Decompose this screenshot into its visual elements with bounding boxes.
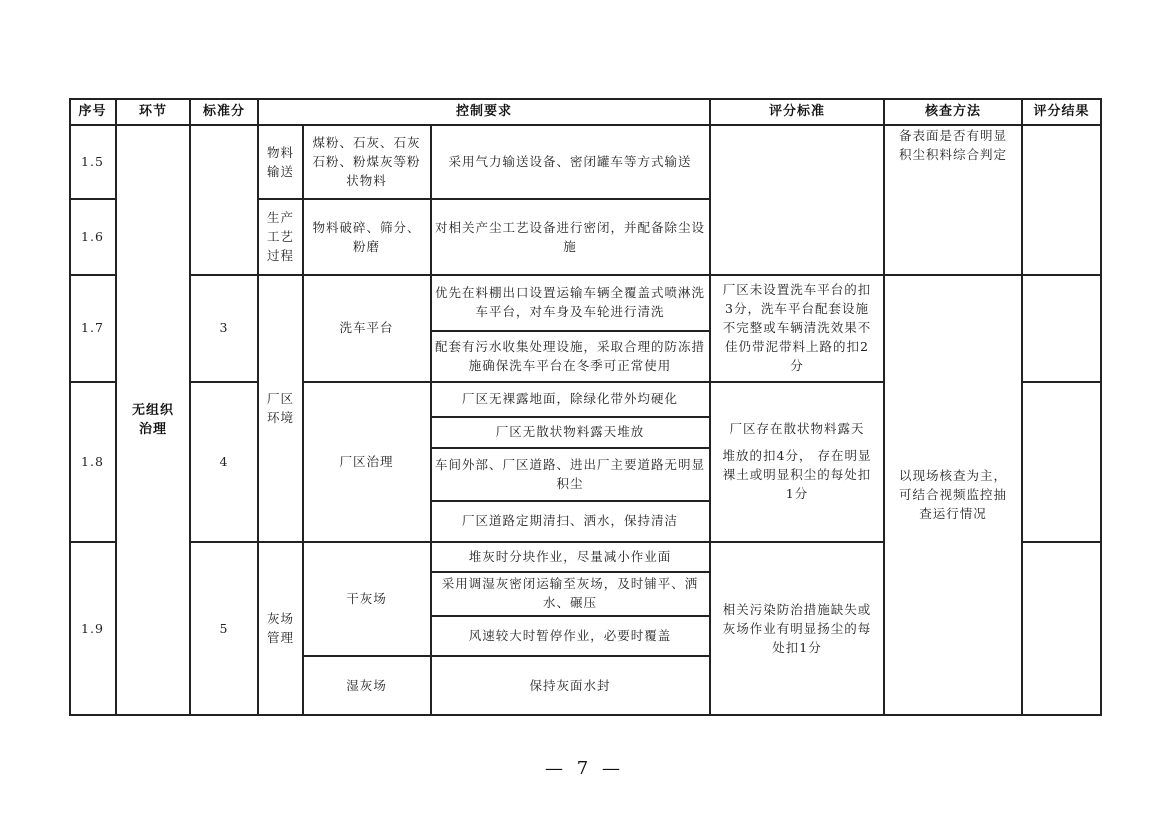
category-factory-env: 厂区环境 [266, 390, 294, 425]
scoring-line: 厂区存在散状物料露天 [729, 421, 865, 436]
table-border [69, 98, 1102, 100]
scoring-line: 堆放的扣4分， 存在明显裸土或明显积尘的每处扣1分 [722, 448, 872, 501]
result-cell[interactable] [1022, 124, 1101, 274]
table-border [69, 98, 71, 716]
sub-row-divider [430, 330, 710, 332]
requirement: 采用气力输送设备、密闭罐车等方式输送 [448, 154, 692, 169]
column-divider [1021, 98, 1023, 716]
row-item: 干灰场 [346, 590, 387, 606]
header-scoring: 评分标准 [768, 104, 825, 119]
scoring-criteria [710, 381, 884, 541]
requirement: 风速较大时暂停作业，必要时覆盖 [468, 627, 672, 643]
requirement: 堆灰时分块作业，尽量减小作业面 [468, 548, 672, 564]
requirement: 对相关产尘工艺设备进行密闭，并配备除尘设施 [435, 219, 706, 254]
row-seq: 1.9 [81, 620, 104, 636]
column-divider [430, 124, 432, 716]
row-divider [302, 381, 884, 383]
table-border [1100, 98, 1102, 716]
requirement: 优先在料棚出口设置运输车辆全覆盖式喷淋洗车平台，对车身及车轮进行清洗 [435, 285, 706, 319]
row-score: 3 [219, 320, 229, 335]
row-seq: 1.5 [81, 154, 104, 169]
sub-row-divider [430, 571, 710, 573]
sub-row-divider [430, 447, 710, 449]
column-divider [302, 124, 304, 716]
requirement: 车间外部、厂区道路、进出厂主要道路无明显积尘 [435, 456, 706, 491]
column-divider [883, 98, 885, 716]
row-divider [69, 381, 116, 383]
row-divider [189, 274, 1102, 276]
row-item: 洗车平台 [339, 320, 394, 335]
row-divider [69, 198, 116, 200]
header-result: 评分结果 [1033, 104, 1090, 119]
inspection-method: 备表面是否有明显积尘积料综合判定 [898, 128, 1007, 162]
result-cell[interactable] [1022, 541, 1101, 715]
sub-row-divider [430, 416, 710, 418]
column-divider [189, 98, 191, 716]
column-divider [257, 98, 259, 716]
header-divider [69, 124, 1102, 126]
sub-row-divider [430, 500, 710, 502]
inspection-method: 以现场核查为主，可结合视频监控抽查运行情况 [898, 468, 1007, 521]
requirement: 配套有污水收集处理设施，采取合理的防冻措施确保洗车平台在冬季可正常使用 [435, 338, 706, 373]
row-category: 物料输送 [266, 144, 294, 179]
row-category: 灰场管理 [266, 611, 294, 645]
row-item: 湿灰场 [346, 677, 387, 693]
column-divider [115, 98, 117, 716]
sub-row-divider [430, 615, 710, 617]
header-seq: 序号 [78, 104, 107, 119]
result-cell[interactable] [1022, 381, 1101, 541]
row-item: 煤粉、石灰、石灰石粉、粉煤灰等粉状物料 [312, 135, 421, 188]
row-score: 4 [219, 453, 229, 469]
row-score: 5 [219, 620, 229, 636]
row-seq: 1.7 [81, 320, 104, 335]
header-method: 核查方法 [924, 104, 981, 119]
row-item: 物料破碎、筛分、粉磨 [312, 219, 421, 254]
header-control: 控制要求 [455, 104, 512, 119]
row-category: 生产工艺过程 [266, 210, 294, 263]
sub-row-divider [302, 655, 710, 657]
page-number: — 7 — [545, 758, 624, 779]
requirement: 厂区无裸露地面，除绿化带外均硬化 [461, 391, 678, 406]
row-divider [189, 541, 884, 543]
result-cell[interactable] [1022, 274, 1101, 381]
header-std-score: 标准分 [202, 104, 245, 119]
requirement: 保持灰面水封 [529, 677, 611, 693]
row-seq: 1.8 [81, 453, 104, 469]
row-item: 厂区治理 [339, 453, 394, 469]
requirement: 采用调湿灰密闭运输至灰场，及时铺平、洒水、碾压 [441, 576, 699, 610]
row-divider [189, 381, 258, 383]
row-divider [257, 198, 710, 200]
column-divider [709, 98, 711, 716]
scoring-criteria: 相关污染防治措施缺失或灰场作业有明显扬尘的每处扣1分 [722, 601, 872, 655]
header-stage: 环节 [138, 104, 167, 119]
row-divider [69, 274, 116, 276]
row-seq: 1.6 [81, 229, 104, 244]
row-divider [1021, 541, 1102, 543]
requirement: 厂区道路定期清扫、洒水，保持清洁 [461, 513, 678, 528]
row-divider [1021, 381, 1102, 383]
table-border [69, 714, 1102, 716]
row-divider [69, 541, 116, 543]
stage-group: 无组织治理 [131, 402, 174, 437]
scoring-criteria: 厂区未设置洗车平台的扣3分，洗车平台配套设施不完整或车辆清洗效果不佳仍带泥带料上路的扣2分 [722, 282, 872, 373]
requirement: 厂区无散状物料露天堆放 [495, 424, 645, 439]
